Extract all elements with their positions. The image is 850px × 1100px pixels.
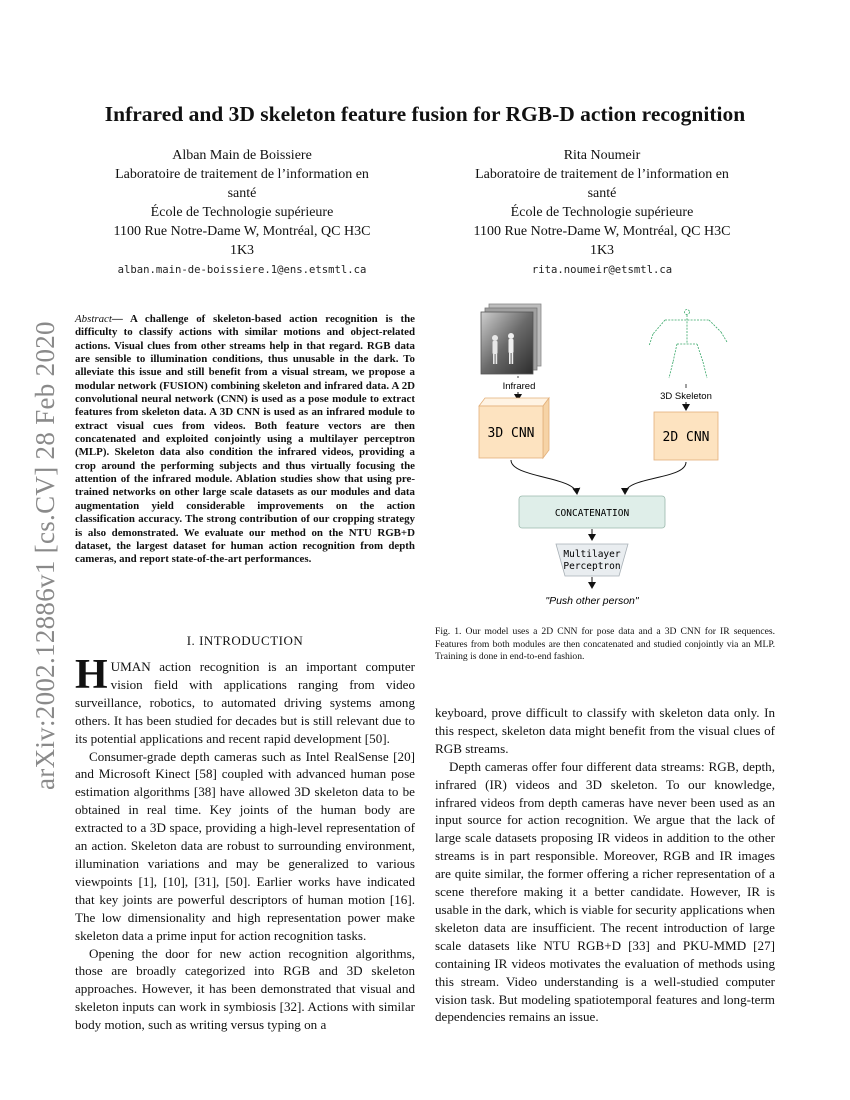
author-affiliation-line: 1K3 <box>589 243 615 258</box>
section-title: INTRODUCTION <box>199 633 304 648</box>
abstract-dash: — <box>111 313 130 325</box>
figure-diagram <box>465 300 755 620</box>
mlp-box <box>556 544 628 576</box>
skeleton-icon <box>649 310 727 379</box>
mlp-label-line2: Perceptron <box>563 561 621 572</box>
figure-1 <box>465 300 755 620</box>
author-affiliation-line: 1K3 <box>229 243 255 258</box>
intro-paragraph: Depth cameras offer four different data streams: RGB, depth, infrared (IR) videos and 3D skeleton. To our knowledge, infrared videos from depth cameras have never been used as an input source for action recognition. We argue that the lack of large scale datasets proposing IR videos in addition to the other streams is in part responsible. Moreover, RGB and IR images are quite similar, the former offering a richer representation of a scene therefore making it a better candidate. However, IR is usable in the dark, which is viable for security applications when skeleton data are insufficient. The recent introduction of large scale datasets like NTU RGB+D [33] and PKU-MMD [27] containing IR videos motivates the evaluation of methods using this stream. Video understanding is a well-studied computer vision task. But modeling spatiotemporal features and long-term dependencies remains an issue. <box>435 758 775 1025</box>
author-affiliation-line: santé <box>227 186 257 201</box>
author-block-1 <box>82 146 402 280</box>
author-affiliation-line: santé <box>587 186 617 201</box>
3d-cnn-label: 3D CNN <box>487 426 535 441</box>
author-name: Alban Main de Boissiere <box>172 148 312 163</box>
intro-paragraph <box>75 652 415 748</box>
paper-title: Infrared and 3D skeleton feature fusion for RGB-D action recognition <box>104 102 746 126</box>
author-name: Rita Noumeir <box>563 148 641 163</box>
author-email[interactable]: alban.main-de-boissiere.1@ens.etsmtl.ca <box>117 264 367 276</box>
intro-left-column <box>75 652 415 1034</box>
infrared-video-stack <box>481 304 541 374</box>
output-label: "Push other person" <box>545 595 639 607</box>
arxiv-stamp <box>12 290 60 790</box>
author-affiliation-line: 1100 Rue Notre-Dame W, Montréal, QC H3C <box>113 224 371 239</box>
dropcap: H <box>75 652 108 698</box>
abstract-text: A challenge of skeleton-based action recognition is the difficulty to classify actions with similar motions and object-related actions. Visual clues from other streams help in that regard. RGB data are sensible to illumination conditions, thus unusable in the dark. To alleviate this issue and still benefit from a visual stream, we propose a modular network (FUSION) combining skeleton and infrared data. A 2D convolutional neural network (CNN) is used as a pose module to extract features from skeleton data. A 3D CNN is used as an infrared module to extract visual cues from videos. Both feature vectors are then concatenated and exploited conjointly using a multilayer perceptron (MLP). Skeleton data also condition the infrared videos, providing a crop around the performing subjects and thus virtually focusing the attention of the infrared module. Ablation studies show that using pre-trained networks on other large scale datasets as our modules and data augmentation yield considerable improvements on the action classification accuracy. The strong contribution of our cropping strategy is also demonstrated. We evaluate our method on the NTU RGB+D dataset, the largest dataset for human action recognition from depth cameras, and report state-of-the-art performances. <box>75 313 415 566</box>
concatenation-box <box>519 496 665 528</box>
intro-paragraph: keyboard, prove difficult to classify with skeleton data only. In this respect, skeleton data might benefit from the visual clues of RGB streams. <box>435 705 775 756</box>
infrared-label: Infrared <box>502 381 536 392</box>
author-affiliation-line: École de Technologie supérieure <box>510 205 694 220</box>
author-email[interactable]: rita.noumeir@etsmtl.ca <box>531 264 673 276</box>
arrow-icon <box>511 460 577 494</box>
intro-paragraph: Consumer-grade depth cameras such as Intel RealSense [20] and Microsoft Kinect [58] coupled with advanced human pose estimation algorithms [38] have allowed 3D skeleton data to be obtained in real time. Key joints of the human body are extracted to a 3D space, providing a high-level representation of an action. Skeleton data are robust to surrounding environment, illumination variations and may be generalized to various viewpoints [1], [10], [31], [50]. Earlier works have indicated that key joints are powerful descriptors of human motion [16]. The low dimensionality and high representation power make skeleton data a prime input for action recognition tasks. <box>75 748 415 943</box>
abstract-lead: Abstract <box>75 313 112 325</box>
arxiv-stamp-text: arXiv:2002.12886v1 [cs.CV] 28 Feb 2020 <box>30 321 60 790</box>
abstract <box>75 313 415 567</box>
author-affiliation-line: Laboratoire de traitement de l’information en <box>115 167 369 182</box>
author-block-2 <box>442 146 762 280</box>
author-affiliation-line: Laboratoire de traitement de l’information en <box>475 167 729 182</box>
author-affiliation-line: École de Technologie supérieure <box>150 205 334 220</box>
concatenation-label: CONCATENATION <box>554 508 630 519</box>
arrow-icon <box>625 462 686 494</box>
section-heading <box>75 633 415 649</box>
3d-cnn-box <box>479 398 549 458</box>
skeleton-label: 3D Skeleton <box>660 391 712 402</box>
intro-right-column <box>435 704 775 1026</box>
intro-paragraph: Opening the door for new action recognition algorithms, those are broadly categorized into RGB and 3D skeleton approaches. However, it has been demonstrated that visual and skeleton inputs can work in symbiosis [32]. Actions with similar body motion, such as writing versus typing on a <box>75 945 415 1033</box>
figure-caption: Fig. 1. Our model uses a 2D CNN for pose data and a 3D CNN for IR sequences. Features from both modules are then concatenated and studied conjointly via an MLP. Training is done in end-to-end fashion. <box>435 626 775 662</box>
section-number: I. <box>186 633 196 648</box>
author-affiliation-line: 1100 Rue Notre-Dame W, Montréal, QC H3C <box>473 224 731 239</box>
2d-cnn-box <box>654 412 718 460</box>
2d-cnn-label: 2D CNN <box>662 430 710 445</box>
mlp-label-line1: Multilayer <box>563 549 621 560</box>
intro-paragraph-text: UMAN action recognition is an important computer vision field with applications ranging from video surveillance, robotics, to automated driving systems among others. It has been studied for decades but is still relevant due to its potential applications and recent rapid development [50]. <box>75 659 415 746</box>
